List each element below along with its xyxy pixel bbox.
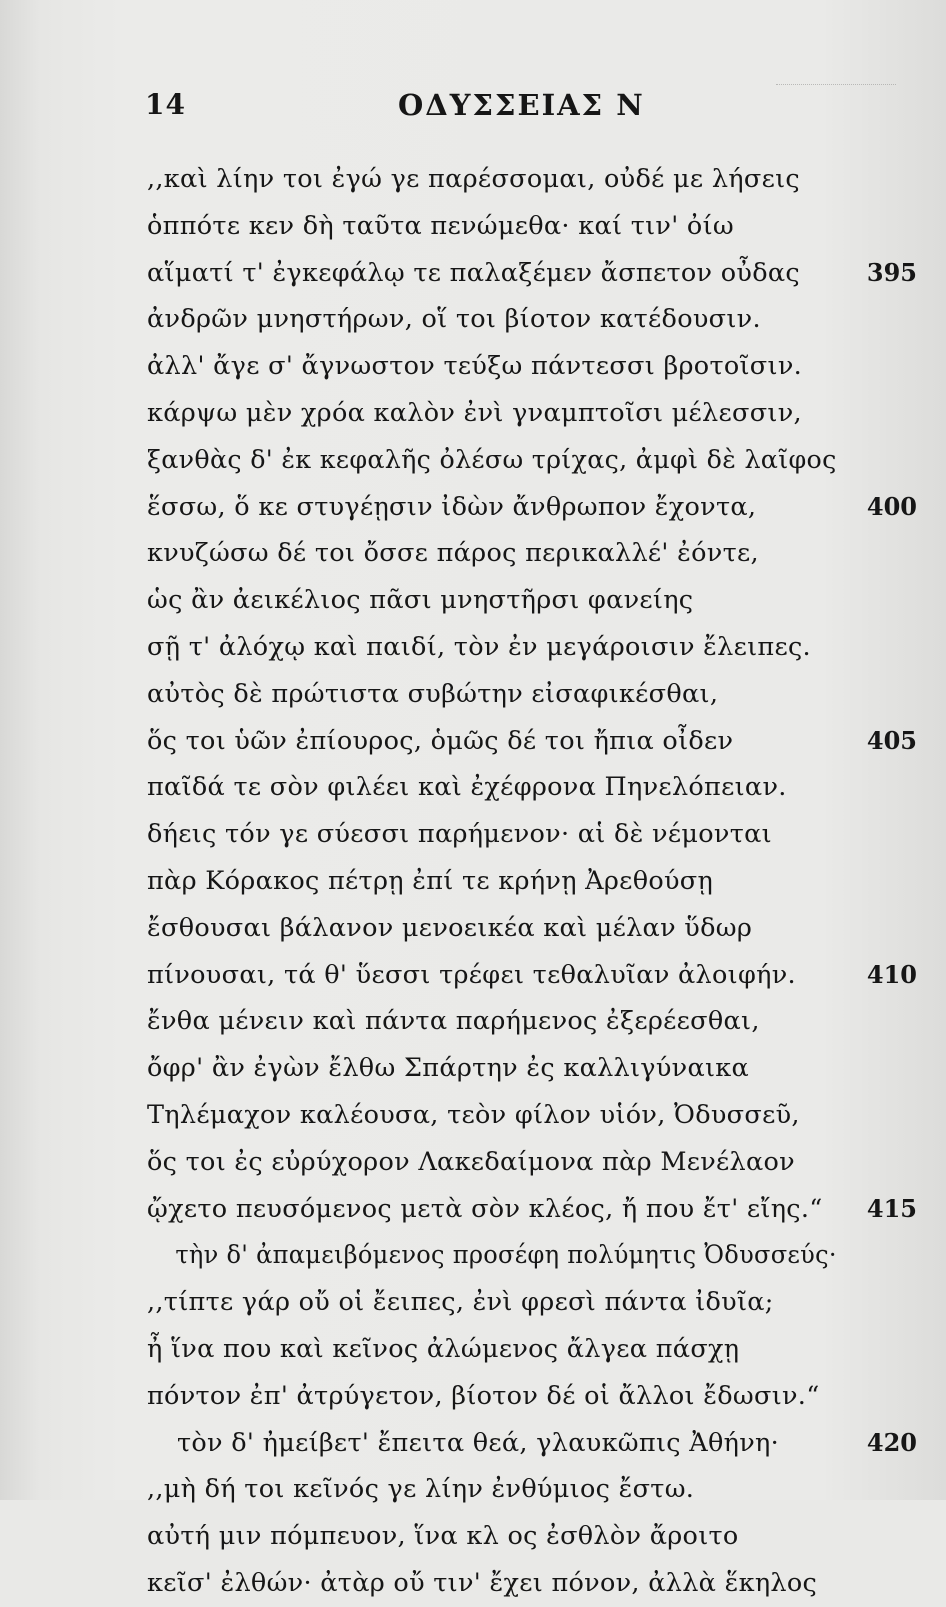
- verse-line-text: ὡς ἂν ἀεικέλιος πᾶσι μνηστῆρσι φανείης: [147, 585, 694, 616]
- verse-line: [147, 998, 917, 1045]
- verse-line: [147, 1326, 917, 1373]
- verse-line: [147, 577, 917, 624]
- verse-line-text: πόντον ἐπ' ἀτρύγετον, βίοτον δέ οἱ ἄλλοι ἔδωσιν.“: [147, 1380, 820, 1411]
- verse-line: [147, 343, 917, 390]
- verse-line-text: αἵματί τ' ἐγκεφάλῳ τε παλαξέμεν ἄσπετον οὖδας: [147, 257, 800, 288]
- verse-text-block: [147, 156, 917, 1607]
- verse-line: [147, 390, 917, 437]
- verse-line: [147, 437, 917, 484]
- running-title: ΟΔΥΣΣΕΙΑΣ Ν: [398, 88, 645, 122]
- verse-line: [147, 1139, 917, 1186]
- verse-line-text: ὄφρ' ἂν ἐγὼν ἔλθω Σπάρτην ἐς καλλιγύναικα: [147, 1053, 750, 1084]
- verse-line: [147, 156, 917, 203]
- verse-line-text: αὐτή μιν πόμπευον, ἵνα κλ ος ἐσθλὸν ἄροιτο: [147, 1521, 739, 1552]
- verse-line: [147, 1232, 917, 1279]
- verse-line-text: δήεις τόν γε σύεσσι παρήμενον· αἱ δὲ νέμονται: [147, 819, 772, 850]
- line-number: 410: [866, 959, 917, 989]
- verse-line: [147, 530, 917, 577]
- line-number: 395: [866, 257, 917, 287]
- verse-line-text: ὅς τοι ἐς εὐρύχορον Λακεδαίμονα πὰρ Μενέλαον: [147, 1146, 795, 1177]
- verse-line-text: ᾤχετο πευσόμενος μετὰ σὸν κλέος, ἤ που ἔτ' εἴης.“: [147, 1193, 823, 1224]
- verse-line-text: ἔσθουσαι βάλανον μενοεικέα καὶ μέλαν ὕδωρ: [147, 912, 753, 943]
- verse-line-text: ἔνθα μένειν καὶ πάντα παρήμενος ἐξερέεσθαι,: [147, 1006, 760, 1037]
- verse-line-text: Τηλέμαχον καλέουσα, τεὸν φίλον υἱόν, Ὀδυσσεῦ,: [147, 1099, 800, 1130]
- verse-line: [147, 1373, 917, 1420]
- page-number: 14: [145, 88, 186, 121]
- verse-line-text: ,,τίπτε γάρ οὔ οἱ ἔειπες, ἐνὶ φρεσὶ πάντα ἰδυῖα;: [147, 1287, 774, 1318]
- verse-line-text: σῇ τ' ἀλόχῳ καὶ παιδί, τὸν ἐν μεγάροισιν ἔλειπες.: [147, 631, 811, 662]
- verse-line: [147, 203, 917, 250]
- verse-line-text: τὴν δ' ἀπαμειβόμενος προσέφη πολύμητις Ὀδυσσεύς·: [175, 1240, 837, 1271]
- verse-line: [147, 1279, 917, 1326]
- verse-line: [147, 718, 917, 765]
- verse-line-text: ἀλλ' ἄγε σ' ἄγνωστον τεύξω πάντεσσι βροτοῖσιν.: [147, 351, 803, 382]
- verse-line-text: κάρψω μὲν χρόα καλὸν ἐνὶ γναμπτοῖσι μέλεσσιν,: [147, 397, 802, 428]
- verse-line-text: παῖδά τε σὸν φιλέει καὶ ἐχέφρονα Πηνελόπειαν.: [147, 772, 787, 803]
- verse-line: [147, 811, 917, 858]
- verse-line: [147, 1420, 917, 1467]
- verse-line-text: ,,μὴ δή τοι κεῖνός γε λίην ἐνθύμιος ἔστω.: [147, 1474, 695, 1505]
- verse-line: [147, 1560, 917, 1607]
- page-header: [0, 88, 946, 132]
- verse-line-text: ἕσσω, ὅ κε στυγέῃσιν ἰδὼν ἄνθρωπον ἔχοντα,: [147, 491, 757, 522]
- verse-line: [147, 484, 917, 531]
- line-number: 420: [866, 1427, 917, 1457]
- verse-line: [147, 624, 917, 671]
- verse-line-text: αὐτὸς δὲ πρώτιστα συβώτην εἰσαφικέσθαι,: [147, 678, 719, 709]
- verse-line-text: ξανθὰς δ' ἐκ κεφαλῆς ὀλέσω τρίχας, ἀμφὶ δὲ λαῖφος: [147, 444, 837, 475]
- verse-line-text: πὰρ Κόρακος πέτρῃ ἐπί τε κρήνῃ Ἀρεθούσῃ: [147, 865, 714, 896]
- line-number: 415: [866, 1193, 917, 1223]
- verse-line-text: ὅς τοι ὑῶν ἐπίουρος, ὁμῶς δέ τοι ἤπια οἶδεν: [147, 725, 734, 756]
- verse-line-text: ,,καὶ λίην τοι ἐγώ γε παρέσσομαι, οὐδέ με λήσεις: [147, 164, 800, 194]
- verse-line-text: ὁππότε κεν δὴ ταῦτα πενώμεθα· καί τιν' ὀίω: [147, 210, 734, 241]
- verse-line-text: κνυζώσω δέ τοι ὄσσε πάρος περικαλλέ' ἐόντε,: [147, 538, 759, 569]
- verse-line: [147, 858, 917, 905]
- verse-line-text: πίνουσαι, τά θ' ὕεσσι τρέφει τεθαλυῖαν ἀλοιφήν.: [147, 959, 796, 990]
- verse-line: [147, 1045, 917, 1092]
- verse-line-text: κεῖσ' ἐλθών· ἀτὰρ οὔ τιν' ἔχει πόνον, ἀλλὰ ἕκηλος: [147, 1567, 818, 1598]
- verse-line: [147, 764, 917, 811]
- line-number: 405: [866, 725, 917, 755]
- verse-line: [147, 1513, 917, 1560]
- verse-line: [147, 1092, 917, 1139]
- verse-line: [147, 905, 917, 952]
- verse-line: [147, 250, 917, 297]
- verse-line-text: ἦ ἵνα που καὶ κεῖνος ἀλώμενος ἄλγεα πάσχῃ: [147, 1333, 740, 1364]
- line-number: 400: [866, 491, 917, 521]
- verse-line-text: τὸν δ' ἠμείβετ' ἔπειτα θεά, γλαυκῶπις Ἀθήνη·: [177, 1427, 779, 1458]
- verse-line-text: ἀνδρῶν μνηστήρων, οἵ τοι βίοτον κατέδουσιν.: [147, 304, 761, 335]
- verse-line: [147, 671, 917, 718]
- verse-line: [147, 1466, 917, 1513]
- verse-line: [147, 952, 917, 999]
- verse-line: [147, 1186, 917, 1233]
- verse-line: [147, 296, 917, 343]
